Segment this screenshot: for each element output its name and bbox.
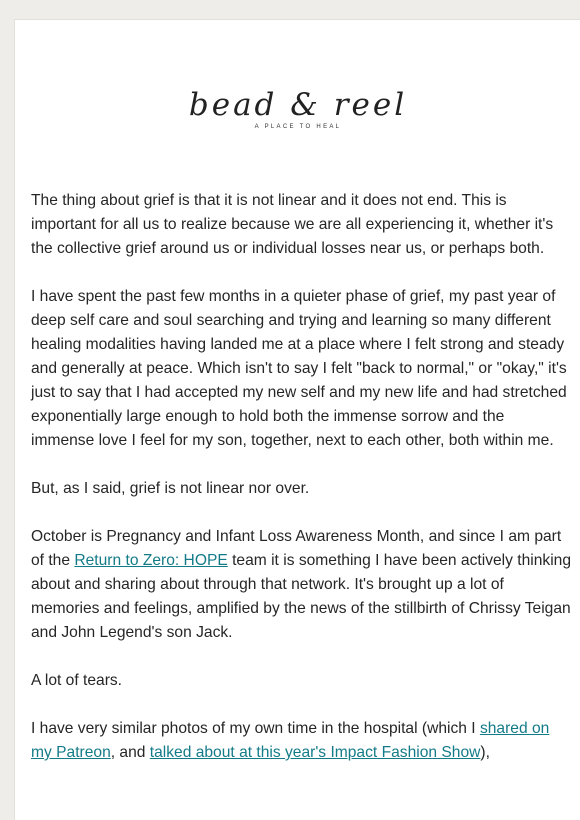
logo-wordmark: bead & reel (188, 87, 408, 123)
email-card (14, 19, 580, 820)
paragraph-1: The thing about grief is that it is not linear and it does not end. This is important for all us to realize because we are all experiencing it, whether it's the collective grief around us or individual losses near us, or perhaps both. (31, 192, 554, 257)
paragraph-3: But, as I said, grief is not linear nor over. (31, 480, 310, 497)
paragraph-2: I have spent the past few months in a quieter phase of grief, my past year of deep self care and soul searching and trying and learning so many different healing modalities having landed me at a place where I felt strong and steady and generally at peace. Which isn't to say I felt "back to normal," or "okay," it's just to say that I had accepted my new self and my new life and had stretched exponentially large enough to hold both the immense sorrow and the immense love I feel for my son, together, next to each other, both within me. (31, 288, 567, 449)
paragraph-4-text-start: October is Pregnancy and Infant Loss Awareness Month, and since I am part of the (31, 528, 562, 569)
paragraph-4-text-end: team it is something I have been actively thinking about and sharing about through that network. It's brought up a lot of memories and feelings, amplified by the news of the stillbirth of Chrissy Teigan and John Legend's son Jack. (31, 552, 572, 641)
paragraph-5: A lot of tears. (31, 672, 123, 689)
patreon-link[interactable]: shared on my Patreon (31, 720, 550, 761)
paragraph-4 (31, 525, 571, 645)
return-to-zero-hope-link[interactable]: Return to Zero: HOPE (74, 552, 228, 569)
paragraph-6-text-end: ), (480, 744, 490, 761)
paragraph-6-text-middle: , and (110, 744, 150, 761)
paragraph-6 (31, 717, 571, 765)
brand-logo[interactable] (15, 88, 580, 130)
article-body (31, 189, 571, 789)
impact-fashion-show-link[interactable]: talked about at this year's Impact Fashion Show (149, 744, 481, 761)
paragraph-6-text-start: I have very similar photos of my own time in the hospital (which I (31, 720, 480, 737)
logo-tagline: A PLACE TO HEAL (254, 124, 342, 130)
